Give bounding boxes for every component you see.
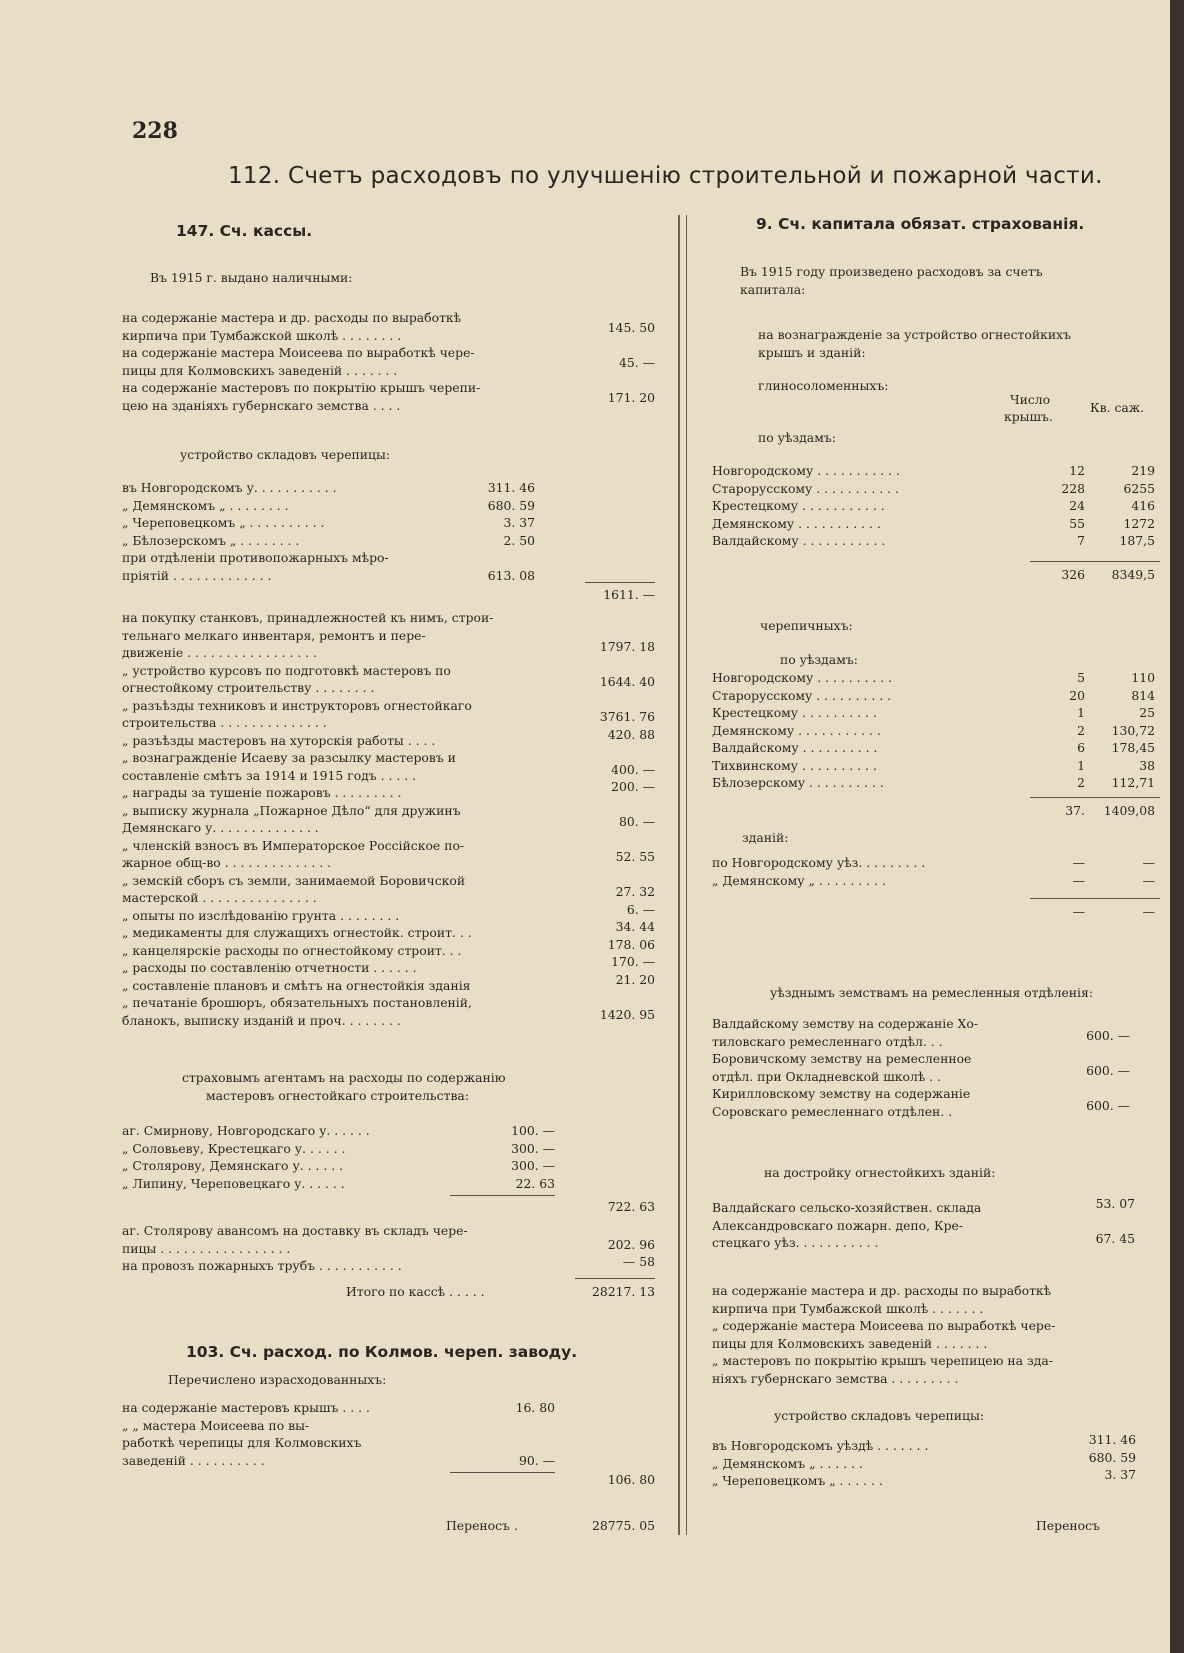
zavod-rule bbox=[450, 1472, 555, 1473]
stolyarov-line: пицы . . . . . . . . . . . . . . . . . bbox=[122, 1240, 291, 1256]
itogo-label: Итого по кассѣ . . . . . bbox=[346, 1283, 485, 1299]
zavod-amount: 90. — bbox=[518, 1452, 555, 1468]
sklad-amount: 3. 37 bbox=[503, 515, 535, 530]
purchase-line: „ опыты по изслѣдованію грунта . . . . . . . . bbox=[122, 907, 400, 923]
purchase-line: жарное общ-во . . . . . . . . . . . . . . bbox=[122, 855, 332, 870]
sklady-rule bbox=[585, 582, 655, 583]
zdaniy-row-label: по Новгородскому уѣз. . . . . . . . . bbox=[712, 855, 926, 870]
agents-total: 722. 63 bbox=[607, 1199, 655, 1214]
soderzh-line: кирпича при Тумбажской школѣ . . . . . . . bbox=[712, 1300, 984, 1316]
remeslo-line: Соровскаго ремесленнаго отдѣлен. . bbox=[712, 1103, 953, 1119]
sklady-total: 1611. — bbox=[603, 587, 655, 602]
purchase-line: „ разъѣзды мастеровъ на хуторскія работы . . . . bbox=[122, 732, 436, 748]
agent-amount: 300. — bbox=[511, 1140, 555, 1156]
zavod-intro: Перечислено израсходованныхъ: bbox=[168, 1372, 387, 1387]
cherep-po-uezdam: по уѣздамъ: bbox=[780, 652, 858, 667]
sklad-amount: 311. 46 bbox=[487, 480, 535, 495]
capital-intro: Въ 1915 году произведено расходовъ за счетъ bbox=[740, 264, 1043, 279]
agent-row: „ Столярову, Демянскаго у. . . . . . bbox=[122, 1158, 344, 1173]
right-sklady-heading: устройство складовъ черепицы: bbox=[774, 1408, 985, 1423]
cherep-row-count: 2 bbox=[1077, 722, 1085, 738]
zdaniy-row-count: — bbox=[1072, 855, 1085, 870]
glino-total-area: 8349,5 bbox=[1111, 566, 1155, 582]
cherep-row-count: 5 bbox=[1077, 670, 1085, 685]
purchase-amount: 1420. 95 bbox=[599, 1006, 655, 1022]
glino-row-label: Старорусскому . . . . . . . . . . . bbox=[712, 480, 899, 496]
purchase-line: „ медикаменты для служащихъ огнестойк. строит. . . bbox=[122, 925, 472, 940]
purchase-line: бланокъ, выписку изданій и проч. . . . . . . . bbox=[122, 1012, 401, 1028]
glino-row-area: 6255 bbox=[1123, 480, 1155, 496]
zavod-heading: 103. Сч. расход. по Колмов. череп. заводу. bbox=[186, 1343, 578, 1361]
cherep-row-count: 1 bbox=[1077, 705, 1085, 720]
purchase-amount: 21. 20 bbox=[615, 971, 655, 987]
provoz-amount: — 58 bbox=[622, 1254, 655, 1269]
agents-heading: страховымъ агентамъ на расходы по содержанію bbox=[182, 1070, 506, 1085]
purchase-amount: 6. — bbox=[626, 901, 655, 917]
remeslo-amount: 600. — bbox=[1086, 1027, 1130, 1043]
right-sklad-row: въ Новгородскомъ уѣздѣ . . . . . . . bbox=[712, 1438, 929, 1453]
purchase-line: „ составленіе плановъ и смѣтъ на огнестойкія зданія bbox=[122, 977, 471, 993]
purchase-amount: 52. 55 bbox=[615, 849, 655, 864]
remeslo-line: тиловскаго ремесленнаго отдѣл. . . bbox=[712, 1033, 943, 1049]
purchase-amount: 1797. 18 bbox=[599, 639, 655, 654]
purchase-line: „ канцелярскіе расходы по огнестойкому строит. . . bbox=[122, 942, 462, 958]
kassa-item-line: на содержаніе мастера и др. расходы по выработкѣ bbox=[122, 310, 462, 325]
glino-row-count: 228 bbox=[1061, 480, 1085, 496]
kassa-intro: Въ 1915 г. выдано наличными: bbox=[150, 270, 353, 285]
right-sklad-amount: 311. 46 bbox=[1088, 1432, 1136, 1447]
agent-row: „ Липину, Череповецкаго у. . . . . . bbox=[122, 1175, 345, 1191]
purchase-line: на покупку станковъ, принадлежностей къ нимъ, строи- bbox=[122, 610, 494, 625]
cherep-row-area: 25 bbox=[1139, 705, 1155, 720]
purchase-amount: 200. — bbox=[611, 779, 655, 794]
stolyarov-amount: 202. 96 bbox=[607, 1236, 655, 1252]
cherep-row-area: 178,45 bbox=[1111, 740, 1155, 755]
right-sklad-amount: 3. 37 bbox=[1104, 1467, 1136, 1482]
sklad-amount: 680. 59 bbox=[487, 497, 535, 513]
glino-row-label: Крестецкому . . . . . . . . . . . bbox=[712, 498, 885, 513]
purchase-amount: 170. — bbox=[611, 954, 655, 969]
right-sklad-row: „ Демянскомъ „ . . . . . . bbox=[712, 1455, 863, 1471]
cherep-row-area: 814 bbox=[1131, 687, 1155, 703]
zavod-amount: 16. 80 bbox=[515, 1400, 555, 1415]
capital-heading: 9. Сч. капитала обязат. страхованія. bbox=[756, 215, 1085, 233]
remeslo-amount: 600. — bbox=[1086, 1062, 1130, 1078]
cherep-row-label: Старорусскому . . . . . . . . . . bbox=[712, 687, 892, 703]
zavod-total: 106. 80 bbox=[607, 1472, 655, 1487]
cherep-row-count: 1 bbox=[1077, 757, 1085, 773]
dostroika-line: Александровскаго пожарн. депо, Кре- bbox=[712, 1217, 964, 1233]
cherep-heading: черепичныхъ: bbox=[760, 618, 853, 633]
purchase-amount: 400. — bbox=[611, 761, 655, 777]
remeslo-heading: уѣзднымъ земствамъ на ремесленныя отдѣленія: bbox=[770, 985, 1094, 1000]
zdaniy-row-area: — bbox=[1142, 872, 1155, 888]
kassa-item-line: кирпича при Тумбажской школѣ . . . . . . . . bbox=[122, 327, 402, 343]
purchase-line: тельнаго мелкаго инвентаря, ремонтъ и пере- bbox=[122, 627, 426, 643]
kassa-item-amount: 171. 20 bbox=[607, 389, 655, 405]
purchase-amount: 27. 32 bbox=[615, 884, 655, 899]
page-edge-shadow bbox=[1170, 0, 1184, 1653]
agent-amount: 100. — bbox=[511, 1123, 555, 1138]
remeslo-line: Кирилловскому земству на содержаніе bbox=[712, 1086, 971, 1101]
itogo-amount: 28217. 13 bbox=[591, 1283, 655, 1299]
otdel-line: пріятій . . . . . . . . . . . . . bbox=[122, 567, 272, 583]
cherep-row-label: Тихвинскому . . . . . . . . . . bbox=[712, 757, 877, 773]
purchase-amount: 3761. 76 bbox=[599, 709, 655, 724]
glino-row-count: 7 bbox=[1077, 533, 1085, 548]
purchase-line: „ печатаніе брошюръ, обязательныхъ постановленій, bbox=[122, 995, 472, 1010]
glino-total-count: 326 bbox=[1061, 566, 1085, 582]
agent-amount: 22. 63 bbox=[515, 1175, 555, 1191]
glino-row-area: 187,5 bbox=[1119, 533, 1155, 548]
glino-row-label: Валдайскому . . . . . . . . . . . bbox=[712, 533, 886, 548]
kassa-item-line: цею на зданіяхъ губернскаго земства . . . . bbox=[122, 397, 401, 413]
purchase-line: „ расходы по составленію отчетности . . . . . . bbox=[122, 960, 417, 975]
kassa-item-line: на содержаніе мастера Моисеева по выработкѣ чере- bbox=[122, 345, 475, 360]
purchase-amount: 1644. 40 bbox=[599, 674, 655, 689]
purchase-line: составленіе смѣтъ за 1914 и 1915 годъ . . . . . bbox=[122, 767, 417, 783]
cherep-row-label: Новгородскому . . . . . . . . . . bbox=[712, 670, 893, 685]
cherep-row-label: Демянскому . . . . . . . . . . . bbox=[712, 722, 881, 738]
cherep-total-count: 37. bbox=[1065, 802, 1085, 818]
cherep-row-area: 112,71 bbox=[1111, 775, 1155, 790]
col-chislo-2: крышъ. bbox=[1004, 409, 1053, 424]
agent-row: „ Соловьеву, Крестецкаго у. . . . . . bbox=[122, 1140, 346, 1156]
zavod-line: работкѣ черепицы для Колмовскихъ bbox=[122, 1435, 362, 1450]
cherep-row-label: Бѣлозерскому . . . . . . . . . . bbox=[712, 775, 884, 790]
otdel-line: при отдѣленіи противопожарныхъ мѣро- bbox=[122, 550, 389, 565]
glino-row-area: 416 bbox=[1131, 498, 1155, 513]
right-sklad-row: „ Череповецкомъ „ . . . . . . bbox=[712, 1473, 883, 1488]
zdaniy-row-count: — bbox=[1072, 872, 1085, 888]
left-perenos-label: Переносъ . bbox=[446, 1518, 518, 1533]
soderzh-line: ніяхъ губернскаго земства . . . . . . . . . bbox=[712, 1370, 959, 1386]
zavod-line: „ „ мастера Моисеева по вы- bbox=[122, 1417, 310, 1433]
kassa-item-line: пицы для Колмовскихъ заведеній . . . . . . . bbox=[122, 362, 398, 378]
dostroika-line: стецкаго уѣз. . . . . . . . . . . bbox=[712, 1235, 879, 1250]
purchase-line: огнестойкому строительству . . . . . . . . bbox=[122, 680, 375, 695]
purchase-amount: 420. 88 bbox=[607, 726, 655, 742]
right-sklad-amount: 680. 59 bbox=[1088, 1449, 1136, 1465]
dostroika-amount: 53. 07 bbox=[1095, 1196, 1135, 1211]
glino-row-area: 1272 bbox=[1123, 515, 1155, 531]
zdaniy-row-label: „ Демянскому „ . . . . . . . . . bbox=[712, 872, 886, 888]
purchase-line: мастерской . . . . . . . . . . . . . . . bbox=[122, 890, 317, 905]
cherep-row-label: Крестецкому . . . . . . . . . . bbox=[712, 705, 877, 720]
cherep-row-area: 110 bbox=[1131, 670, 1155, 685]
provoz-line: на провозъ пожарныхъ трубъ . . . . . . . . . . . bbox=[122, 1258, 402, 1273]
cherep-row-area: 38 bbox=[1139, 757, 1155, 773]
dostroika-line: Валдайскаго сельско-хозяйствен. склада bbox=[712, 1200, 982, 1215]
dostroika-amount: 67. 45 bbox=[1095, 1231, 1135, 1246]
remeslo-line: Боровичскому земству на ремесленное bbox=[712, 1051, 972, 1066]
itogo-rule bbox=[575, 1278, 655, 1279]
purchase-line: движеніе . . . . . . . . . . . . . . . . . bbox=[122, 645, 318, 660]
agents-heading: мастеровъ огнестойкаго строительства: bbox=[206, 1087, 469, 1103]
purchase-line: „ устройство курсовъ по подготовкѣ мастеровъ по bbox=[122, 662, 451, 678]
purchase-amount: 178. 06 bbox=[607, 936, 655, 952]
purchase-amount: 34. 44 bbox=[615, 919, 655, 934]
voznagr-line: крышъ и зданій: bbox=[758, 344, 866, 360]
cherep-total-area: 1409,08 bbox=[1103, 802, 1155, 818]
page-title: 112. Счетъ расходовъ по улучшенію строительной и пожарной части. bbox=[228, 163, 1103, 189]
kassa-item-amount: 145. 50 bbox=[607, 319, 655, 335]
remeslo-line: Валдайскому земству на содержаніе Хо- bbox=[712, 1016, 978, 1031]
zdaniy-heading: зданій: bbox=[742, 830, 789, 845]
purchase-line: „ награды за тушеніе пожаровъ . . . . . . . . . bbox=[122, 785, 402, 800]
col-chislo-1: Число bbox=[1010, 392, 1051, 407]
col-kv: Кв. саж. bbox=[1090, 400, 1145, 415]
soderzh-line: „ мастеровъ по покрытію крышъ черепицею на зда- bbox=[712, 1353, 1053, 1368]
voznagr-line: на вознагражденіе за устройство огнестойкихъ bbox=[758, 327, 1072, 342]
sklad-amount: 2. 50 bbox=[503, 532, 535, 548]
soderzh-line: пицы для Колмовскихъ заведеній . . . . . . . bbox=[712, 1335, 988, 1351]
left-perenos-amount: 28775. 05 bbox=[591, 1518, 655, 1533]
zdaniy-total-area: — bbox=[1142, 904, 1155, 919]
cherep-row-area: 130,72 bbox=[1111, 722, 1155, 738]
cherep-row-count: 6 bbox=[1077, 740, 1085, 755]
sklad-row: „ Демянскомъ „ . . . . . . . . bbox=[122, 497, 289, 513]
purchase-amount: 80. — bbox=[618, 814, 655, 829]
purchase-line: „ земскій сборъ съ земли, занимаемой Боровичской bbox=[122, 872, 466, 888]
purchase-line: „ вознагражденіе Исаеву за разсылку мастеровъ и bbox=[122, 750, 456, 765]
glino-row-label: Демянскому . . . . . . . . . . . bbox=[712, 515, 881, 531]
zdaniy-row-area: — bbox=[1142, 855, 1155, 870]
kassa-heading: 147. Сч. кассы. bbox=[176, 222, 313, 240]
column-divider bbox=[678, 215, 680, 1535]
page-number: 228 bbox=[132, 118, 178, 144]
stolyarov-line: аг. Столярову авансомъ на доставку въ складъ чере- bbox=[122, 1223, 468, 1238]
soderzh-line: „ содержаніе мастера Моисеева по выработкѣ чере- bbox=[712, 1318, 1056, 1333]
zdaniy-total-count: — bbox=[1072, 904, 1085, 919]
glino-row-count: 55 bbox=[1069, 515, 1085, 531]
soderzh-line: на содержаніе мастера и др. расходы по выработкѣ bbox=[712, 1283, 1052, 1298]
kassa-item-line: на содержаніе мастеровъ по покрытію крышъ черепи- bbox=[122, 380, 481, 395]
remeslo-amount: 600. — bbox=[1086, 1097, 1130, 1113]
purchase-line: строительства . . . . . . . . . . . . . . bbox=[122, 715, 327, 730]
glino-row-area: 219 bbox=[1131, 463, 1155, 478]
sklad-row: въ Новгородскомъ у. . . . . . . . . . . bbox=[122, 480, 337, 495]
column-divider-right bbox=[686, 215, 687, 1535]
otdel-amount: 613. 08 bbox=[487, 567, 535, 583]
zavod-line: на содержаніе мастеровъ крышъ . . . . bbox=[122, 1400, 370, 1415]
purchase-line: Демянскаго у. . . . . . . . . . . . . . bbox=[122, 820, 319, 835]
right-perenos-label: Переносъ bbox=[1036, 1518, 1100, 1533]
agent-row: аг. Смирнову, Новгородскаго у. . . . . . bbox=[122, 1123, 370, 1138]
cherep-row-count: 2 bbox=[1077, 775, 1085, 790]
cherep-row-count: 20 bbox=[1069, 687, 1085, 703]
kassa-item-amount: 45. — bbox=[618, 354, 655, 370]
glino-po-uezdam: по уѣздамъ: bbox=[758, 430, 836, 445]
glino-heading: глиносоломенныхъ: bbox=[758, 378, 889, 393]
zavod-line: заведеній . . . . . . . . . . bbox=[122, 1452, 265, 1468]
glino-row-count: 12 bbox=[1069, 463, 1085, 478]
purchase-line: „ членскій взносъ въ Императорское Россійское по- bbox=[122, 837, 465, 853]
cherep-row-label: Валдайскому . . . . . . . . . . bbox=[712, 740, 878, 755]
sklad-row: „ Бѣлозерскомъ „ . . . . . . . . bbox=[122, 532, 300, 548]
glino-rule bbox=[1030, 561, 1160, 562]
glino-row-count: 24 bbox=[1069, 498, 1085, 513]
sklad-row: „ Череповецкомъ „ . . . . . . . . . . bbox=[122, 515, 325, 530]
agent-amount: 300. — bbox=[511, 1158, 555, 1173]
zdaniy-rule bbox=[1030, 898, 1160, 899]
dostroika-heading: на достройку огнестойкихъ зданій: bbox=[764, 1165, 996, 1180]
purchase-line: „ разъѣзды техниковъ и инструкторовъ огнестойкаго bbox=[122, 697, 472, 713]
sklady-heading: устройство складовъ черепицы: bbox=[180, 447, 391, 462]
glino-row-label: Новгородскому . . . . . . . . . . . bbox=[712, 463, 900, 478]
capital-intro: капитала: bbox=[740, 281, 806, 297]
remeslo-line: отдѣл. при Окладневской школѣ . . bbox=[712, 1068, 942, 1084]
cherep-rule bbox=[1030, 797, 1160, 798]
agents-rule bbox=[450, 1195, 555, 1196]
purchase-line: „ выписку журнала „Пожарное Дѣло“ для дружинъ bbox=[122, 802, 461, 818]
